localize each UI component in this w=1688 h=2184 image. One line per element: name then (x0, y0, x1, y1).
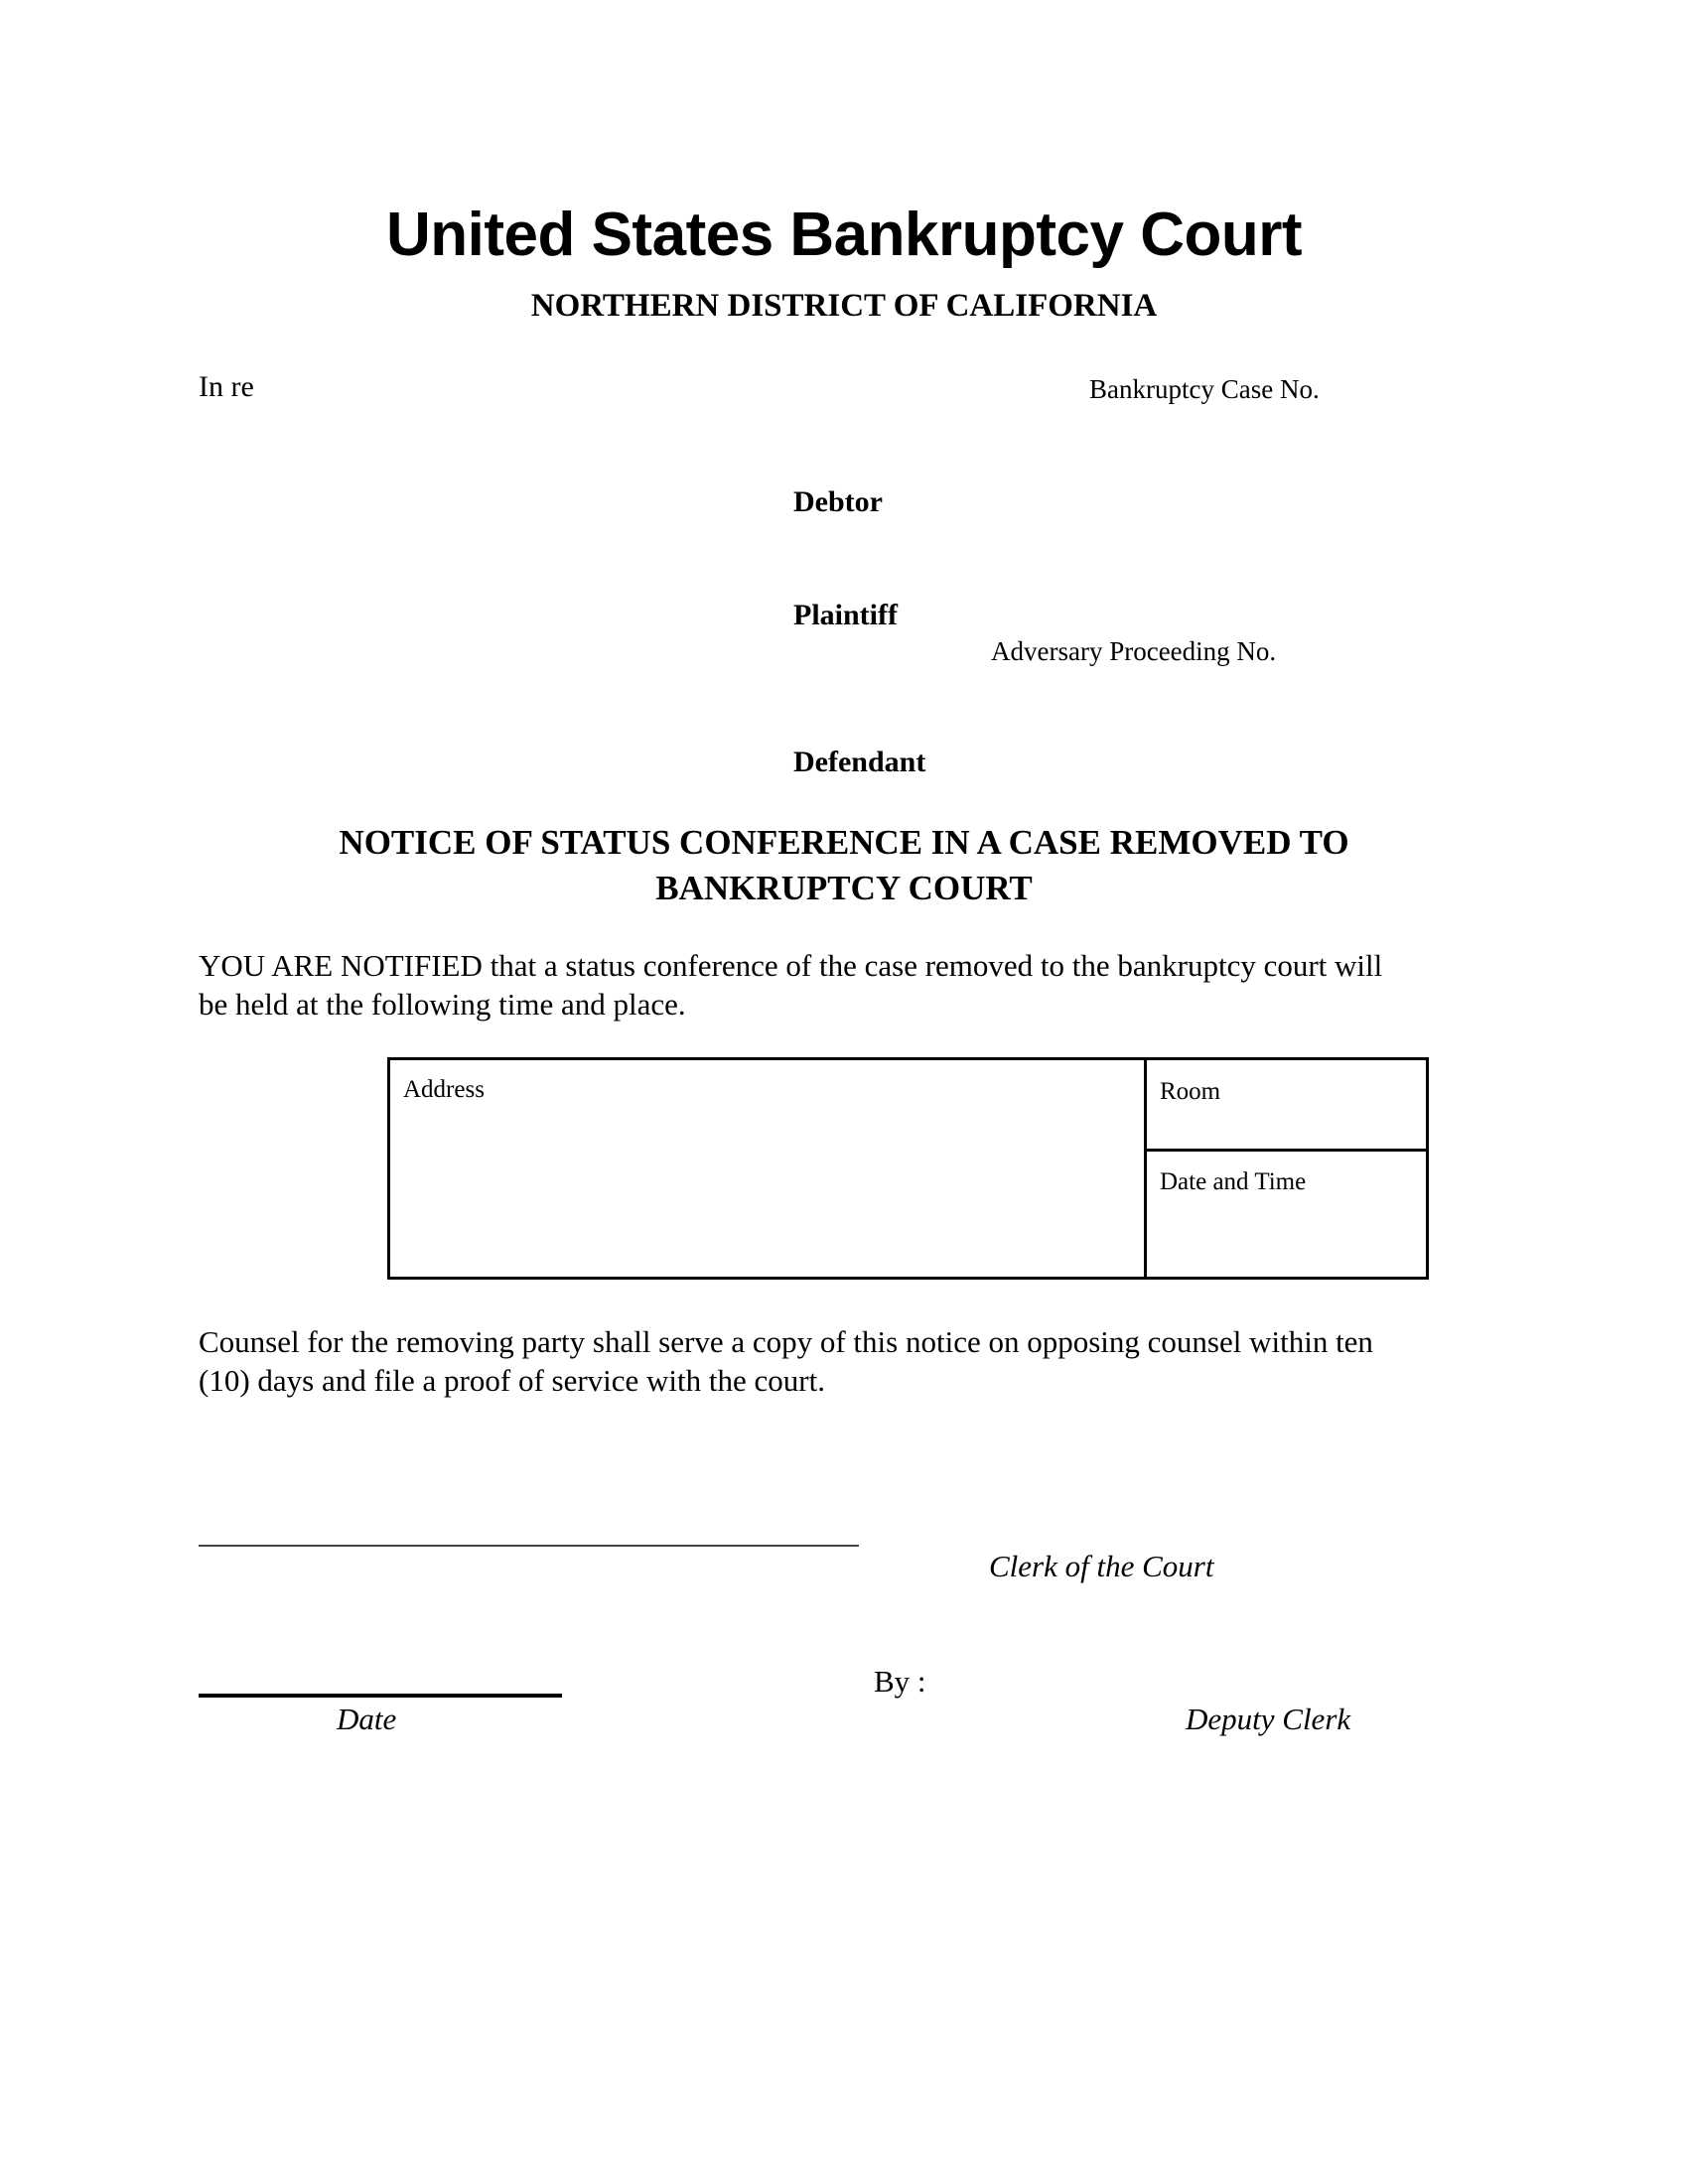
service-line-1: Counsel for the removing party shall serve a copy of this notice on opposing counsel within ten (199, 1324, 1373, 1359)
deputy-clerk-label: Deputy Clerk (1186, 1702, 1351, 1736)
court-title: United States Bankruptcy Court (385, 201, 1303, 269)
notice-intro-paragraph (199, 946, 1509, 1024)
date-time-label: Date and Time (1160, 1168, 1307, 1195)
notice-intro-line-1: YOU ARE NOTIFIED that a status conference of the case removed to the bankruptcy court will (199, 948, 1383, 983)
clerk-signature-line (199, 1545, 859, 1547)
box-vertical-divider (1144, 1060, 1147, 1277)
in-re-label: In re (199, 370, 254, 403)
by-label: By : (874, 1664, 926, 1699)
date-signature-line (199, 1694, 562, 1698)
notice-heading-line-2: BANKRUPTCY COURT (655, 869, 1033, 907)
address-label: Address (403, 1076, 485, 1103)
debtor-label: Debtor (793, 485, 883, 518)
court-district: NORTHERN DISTRICT OF CALIFORNIA (530, 288, 1158, 324)
hearing-location-box (387, 1057, 1429, 1280)
notice-intro-line-2: be held at the following time and place. (199, 987, 686, 1022)
room-label: Room (1160, 1078, 1221, 1105)
service-line-2: (10) days and file a proof of service with the court. (199, 1363, 825, 1398)
plaintiff-label: Plaintiff (793, 599, 898, 631)
date-label: Date (337, 1702, 397, 1736)
notice-heading-line-1: NOTICE OF STATUS CONFERENCE IN A CASE REMOVED TO (339, 823, 1349, 862)
defendant-label: Defendant (793, 746, 926, 778)
notice-heading (0, 820, 1688, 911)
adversary-proceeding-no-label: Adversary Proceeding No. (991, 636, 1277, 666)
service-paragraph (199, 1322, 1509, 1400)
box-horizontal-divider (1144, 1149, 1429, 1152)
clerk-of-court-label: Clerk of the Court (989, 1549, 1214, 1583)
bankruptcy-case-no-label: Bankruptcy Case No. (1089, 374, 1320, 404)
